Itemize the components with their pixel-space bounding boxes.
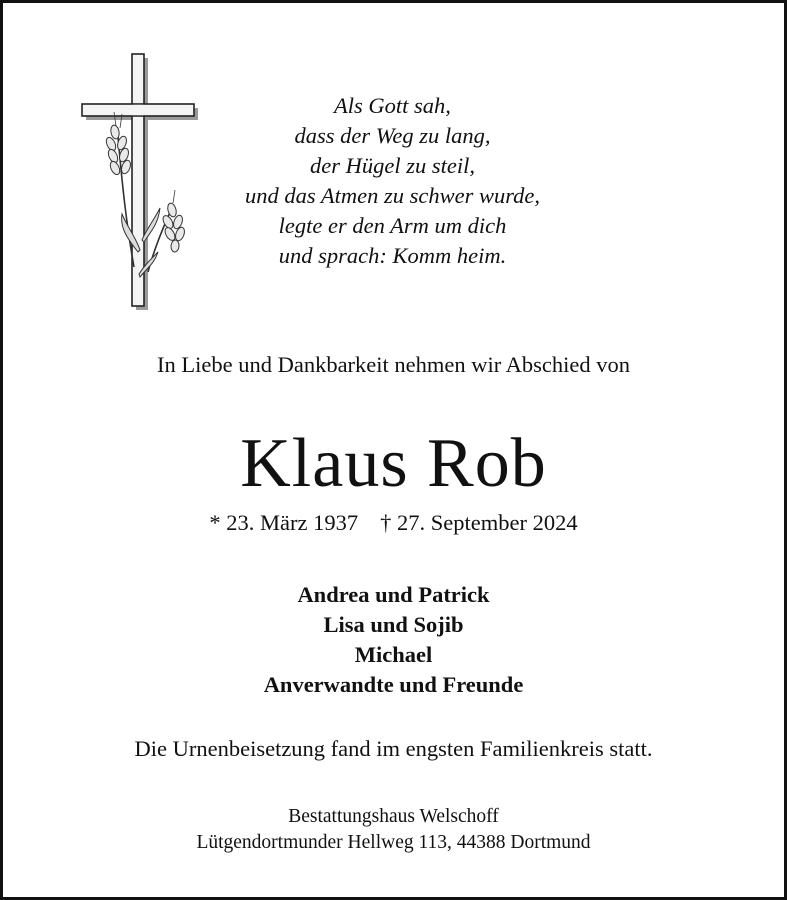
undertaker-address: Lütgendortmunder Hellweg 113, 44388 Dortmund <box>196 832 591 853</box>
poem <box>200 91 585 271</box>
poem-line: Als Gott sah, <box>334 93 451 118</box>
undertaker-info <box>0 804 787 856</box>
birth-date: * 23. März 1937 <box>209 510 359 535</box>
life-dates <box>0 510 787 536</box>
burial-notice: Die Urnenbeisetzung fand im engsten Familienkreis statt. <box>134 736 653 761</box>
poem-line: der Hügel zu steil, <box>310 153 475 178</box>
death-date: † 27. September 2024 <box>380 510 578 535</box>
cross-with-wheat-icon <box>78 52 203 314</box>
poem-line: dass der Weg zu lang, <box>294 123 491 148</box>
intro-text: In Liebe und Dankbarkeit nehmen wir Abschied von <box>157 352 630 377</box>
poem-line: legte er den Arm um dich <box>278 213 507 238</box>
mourner-line: Andrea und Patrick <box>297 582 490 607</box>
poem-line: und das Atmen zu schwer wurde, <box>245 183 540 208</box>
mourners-list <box>0 580 787 700</box>
mourner-line: Michael <box>354 642 433 667</box>
deceased-name: Klaus Rob <box>240 425 547 502</box>
undertaker-name: Bestattungshaus Welschoff <box>288 806 499 827</box>
poem-line: und sprach: Komm heim. <box>278 243 507 268</box>
mourner-line: Lisa und Sojib <box>323 612 464 637</box>
mourner-line: Anverwandte und Freunde <box>263 672 524 697</box>
